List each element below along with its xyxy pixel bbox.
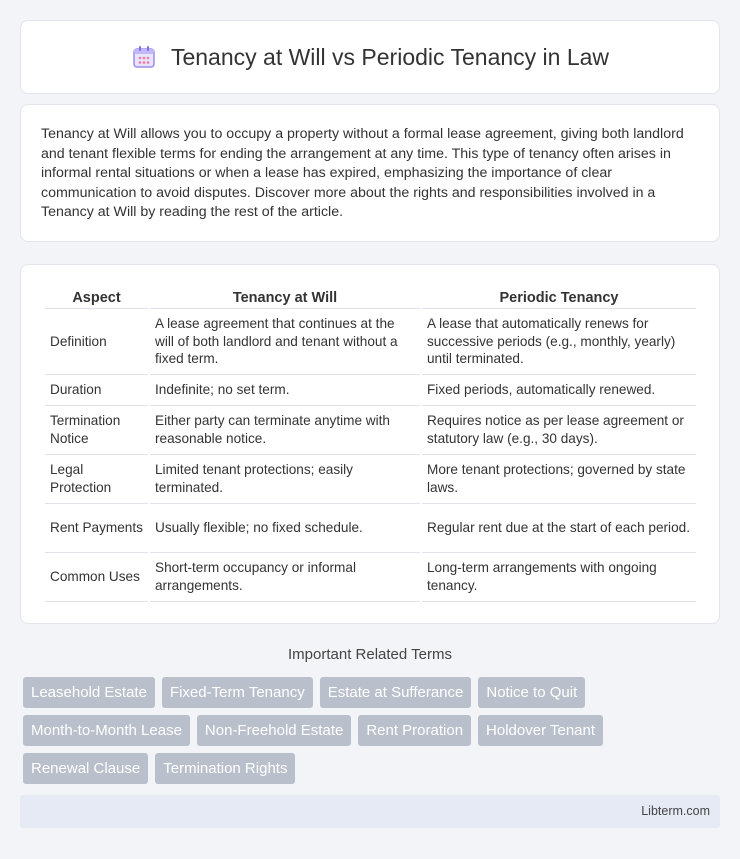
aspect-cell: Definition	[45, 309, 148, 375]
aspect-cell: Common Uses	[45, 553, 148, 602]
column-header-tenancy-at-will: Tenancy at Will	[150, 283, 420, 309]
intro-text: Tenancy at Will allows you to occupy a property without a formal lease agreement, giving both landlord and tenant flexible terms for ending the arrangement at any time. This type of tenancy often arises in informal rental situations or when a lease has expired, emphasizing the importance of clear communication to avoid disputes. Discover more about the rights and responsibilities involved in a Tenancy at Will by reading the rest of the article.	[41, 126, 684, 221]
table-row	[45, 455, 696, 504]
tag-row	[23, 715, 723, 746]
table-row	[45, 553, 696, 602]
calendar-icon	[131, 44, 157, 70]
tag-termination-rights[interactable]: Termination Rights	[155, 753, 295, 784]
aspect-cell: Legal Protection	[45, 455, 148, 504]
footer	[20, 795, 720, 828]
footer-site-link[interactable]: Libterm.com	[641, 804, 710, 818]
related-terms-list	[23, 677, 723, 791]
aspect-cell: Rent Payments	[45, 504, 148, 553]
tag-row	[23, 677, 723, 708]
tag-rent-proration[interactable]: Rent Proration	[358, 715, 471, 746]
tenancy-at-will-cell: Indefinite; no set term.	[150, 375, 420, 406]
tenancy-at-will-cell: A lease agreement that continues at the will of both landlord and tenant without a fixed term.	[150, 309, 420, 375]
tag-non-freehold-estate[interactable]: Non-Freehold Estate	[197, 715, 351, 746]
table-row	[45, 375, 696, 406]
periodic-tenancy-cell: Regular rent due at the start of each period.	[422, 504, 696, 553]
intro-card	[20, 104, 720, 242]
tenancy-at-will-cell: Limited tenant protections; easily terminated.	[150, 455, 420, 504]
periodic-tenancy-cell: Requires notice as per lease agreement or statutory law (e.g., 30 days).	[422, 406, 696, 455]
tenancy-at-will-cell: Usually flexible; no fixed schedule.	[150, 504, 420, 553]
tag-notice-to-quit[interactable]: Notice to Quit	[478, 677, 585, 708]
table-row	[45, 309, 696, 375]
aspect-cell: Duration	[45, 375, 148, 406]
tag-month-to-month-lease[interactable]: Month-to-Month Lease	[23, 715, 190, 746]
table-row	[45, 406, 696, 455]
periodic-tenancy-cell: A lease that automatically renews for successive periods (e.g., monthly, yearly) until terminated.	[422, 309, 696, 375]
tag-holdover-tenant[interactable]: Holdover Tenant	[478, 715, 603, 746]
tag-estate-at-sufferance[interactable]: Estate at Sufferance	[320, 677, 472, 708]
tag-fixed-term-tenancy[interactable]: Fixed-Term Tenancy	[162, 677, 313, 708]
comparison-table-card	[20, 264, 720, 624]
page-title: Tenancy at Will vs Periodic Tenancy in Law	[170, 43, 610, 70]
column-header-aspect: Aspect	[45, 283, 148, 309]
aspect-cell: Termination Notice	[45, 406, 148, 455]
tenancy-at-will-cell: Either party can terminate anytime with reasonable notice.	[150, 406, 420, 455]
table-row	[45, 504, 696, 553]
periodic-tenancy-cell: More tenant protections; governed by state laws.	[422, 455, 696, 504]
related-terms-title: Important Related Terms	[288, 646, 452, 663]
periodic-tenancy-cell: Long-term arrangements with ongoing tenancy.	[422, 553, 696, 602]
tag-leasehold-estate[interactable]: Leasehold Estate	[23, 677, 155, 708]
tag-renewal-clause[interactable]: Renewal Clause	[23, 753, 148, 784]
header-card	[20, 20, 720, 94]
table-header-row	[45, 283, 696, 309]
periodic-tenancy-cell: Fixed periods, automatically renewed.	[422, 375, 696, 406]
tenancy-at-will-cell: Short-term occupancy or informal arrangements.	[150, 553, 420, 602]
comparison-table	[43, 283, 698, 602]
tag-row	[23, 753, 723, 784]
column-header-periodic-tenancy: Periodic Tenancy	[422, 283, 696, 309]
